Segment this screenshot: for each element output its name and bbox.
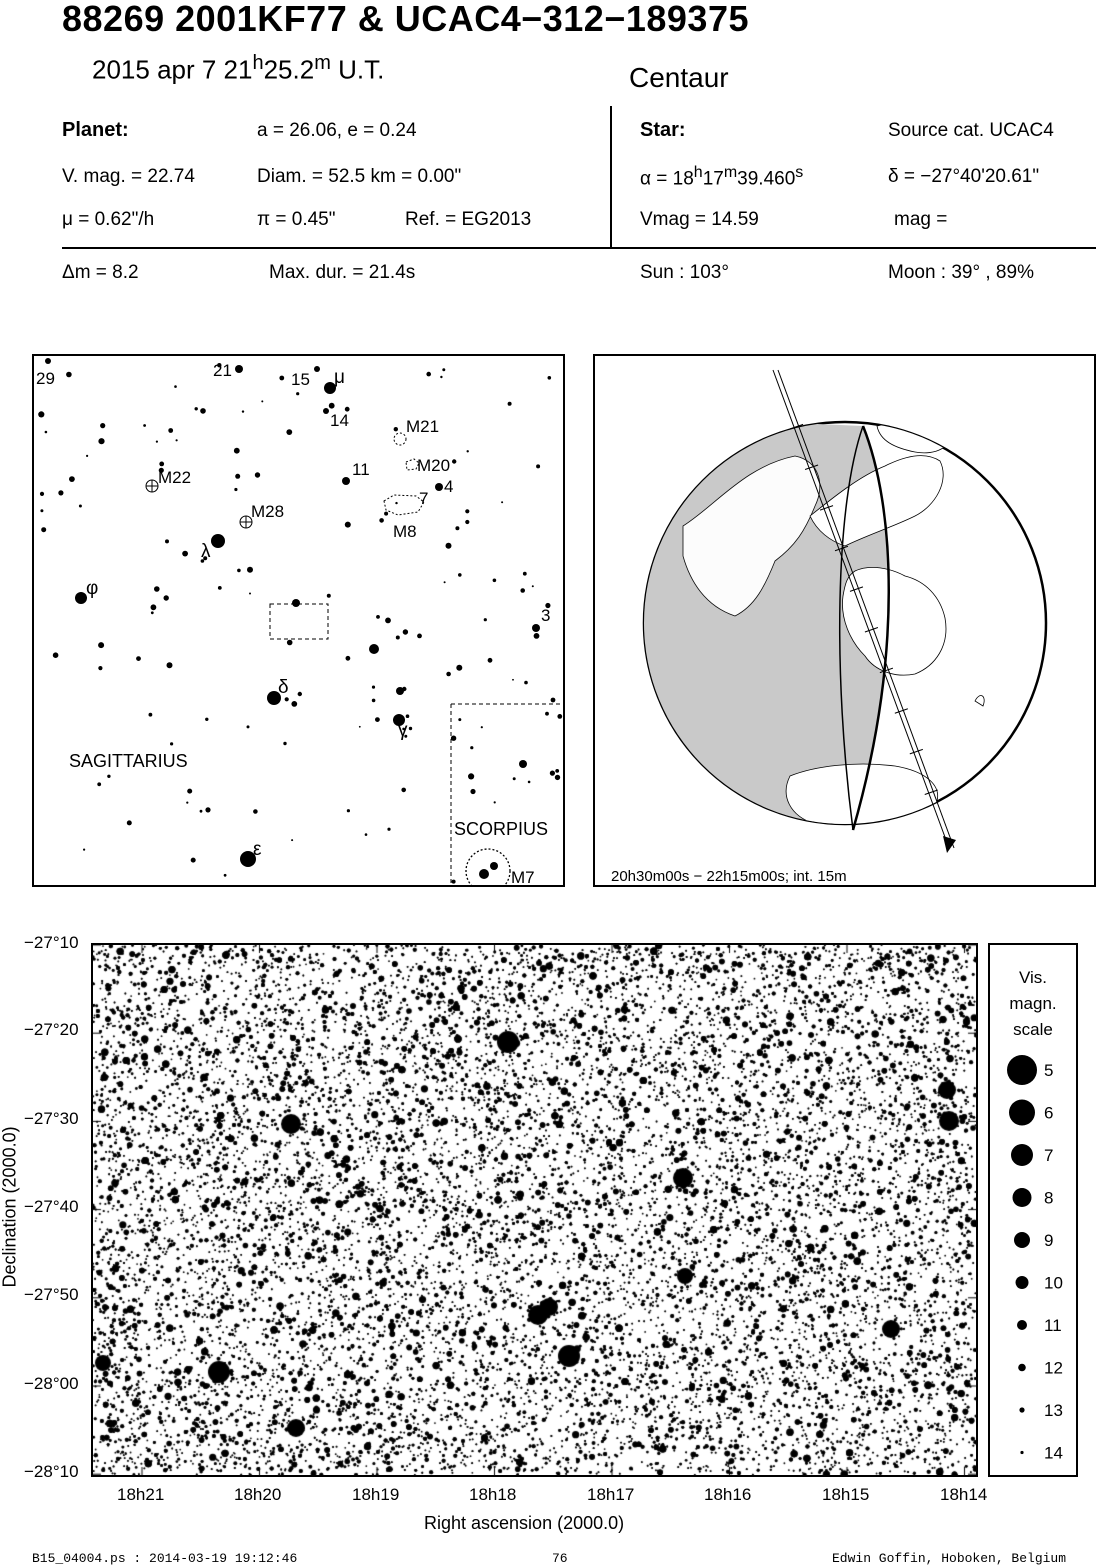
footer-file: B15_04004.ps : 2014-03-19 19:12:46 xyxy=(32,1551,298,1566)
finder-star xyxy=(470,789,475,794)
finder-star xyxy=(298,692,302,696)
mag-title-3: scale xyxy=(1013,1020,1053,1039)
mag-scale-dot xyxy=(1009,1100,1035,1126)
label-gamma: γ xyxy=(398,720,408,741)
event-time xyxy=(92,52,384,86)
finder-star xyxy=(446,672,451,677)
finder-star xyxy=(536,464,540,468)
finder-star xyxy=(555,769,559,773)
finder-star xyxy=(551,698,556,703)
finder-star xyxy=(40,509,43,512)
finder-star xyxy=(249,593,251,595)
finder-star xyxy=(375,717,380,722)
label-m7: M7 xyxy=(511,868,535,887)
finder-star xyxy=(136,656,141,661)
finder-star xyxy=(493,579,497,583)
finder-star xyxy=(40,492,44,496)
finder-star xyxy=(345,522,351,528)
finder-star xyxy=(440,376,442,378)
earth-globe-svg xyxy=(595,356,1096,887)
ra-tick-2: 18h20 xyxy=(234,1485,282,1504)
finder-star xyxy=(151,611,154,614)
finder-star xyxy=(235,474,240,479)
planet-orbit: a = 26.06, e = 0.24 xyxy=(257,120,417,141)
finder-star xyxy=(513,777,516,780)
xlabel: Right ascension (2000.0) xyxy=(424,1513,625,1533)
finder-star xyxy=(200,810,203,813)
label-7: 7 xyxy=(419,489,429,508)
finder-star xyxy=(329,403,335,409)
finder-star xyxy=(58,490,63,495)
finder-star xyxy=(446,543,452,549)
ut-label: U.T. xyxy=(338,54,385,85)
ra-tick-4: 18h18 xyxy=(469,1485,517,1504)
finder-star xyxy=(98,666,102,670)
finder-star xyxy=(186,802,188,804)
mag-scale-dot xyxy=(1013,1188,1032,1207)
finder-star xyxy=(41,527,46,532)
ra-tick-8: 18h14 xyxy=(940,1485,988,1504)
mag-scale-dot xyxy=(1019,1407,1024,1412)
label-m28: M28 xyxy=(251,502,285,521)
magnitude-scale xyxy=(988,943,1078,1477)
finder-star xyxy=(287,640,293,646)
label-scorpius: SCORPIUS xyxy=(454,819,549,839)
ra-tick-1: 18h21 xyxy=(117,1485,165,1504)
finder-star xyxy=(532,585,534,587)
path-arrowhead xyxy=(943,836,956,853)
mag-scale-value: 11 xyxy=(1044,1316,1062,1335)
mag-scale-svg xyxy=(990,945,1076,1475)
finder-star xyxy=(156,441,158,443)
finder-star xyxy=(470,746,473,749)
ra-s: s xyxy=(795,164,804,181)
finder-star xyxy=(168,428,173,433)
dec-tick-4: −27°40 xyxy=(24,1197,79,1216)
observing-region: Centaur xyxy=(629,62,729,93)
finder-star xyxy=(191,858,196,863)
finder-star xyxy=(384,512,388,516)
finder-bright-star xyxy=(519,760,527,768)
finder-bright-star xyxy=(532,624,540,632)
ra-tick-3: 18h19 xyxy=(352,1485,400,1504)
footer-page: 76 xyxy=(552,1551,568,1566)
finder-star xyxy=(545,712,549,716)
mag-scale-value: 9 xyxy=(1044,1231,1054,1250)
date-prefix: 2015 apr 7 21 xyxy=(92,54,253,85)
mag-scale-dot xyxy=(1007,1055,1037,1085)
finder-star xyxy=(557,714,562,719)
star-mag: mag = xyxy=(894,209,948,230)
finder-star xyxy=(442,368,445,371)
finder-star xyxy=(224,874,227,877)
finder-star xyxy=(458,573,462,577)
label-mu: μ xyxy=(334,367,345,388)
mag-scale-dot xyxy=(1020,1451,1023,1454)
header-divider-vertical xyxy=(610,106,612,248)
finder-star xyxy=(524,681,528,685)
finder-star xyxy=(53,652,59,658)
finder-star xyxy=(97,782,101,786)
finder-bright-star xyxy=(342,477,350,485)
finder-star xyxy=(291,839,293,841)
finder-star xyxy=(523,572,527,576)
finder-star xyxy=(176,439,178,441)
finder-star xyxy=(365,833,368,836)
header-rule xyxy=(62,247,1096,249)
finder-bright-star xyxy=(235,365,243,373)
finder-star xyxy=(468,773,474,779)
finder-star xyxy=(100,423,105,428)
finder-star xyxy=(456,665,462,671)
finder-bright-star xyxy=(435,483,443,491)
finder-star xyxy=(406,714,410,718)
mag-scale-dot xyxy=(1011,1144,1033,1166)
finder-star xyxy=(83,849,85,851)
finder-star xyxy=(401,788,406,793)
finder-star xyxy=(45,431,48,434)
finder-star xyxy=(387,828,390,831)
finder-star xyxy=(451,736,456,741)
mag-scale-dot xyxy=(1014,1232,1030,1248)
finder-star xyxy=(98,438,104,444)
ra-tick-6: 18h16 xyxy=(704,1485,752,1504)
finder-star xyxy=(283,742,286,745)
label-delta: δ xyxy=(278,677,289,698)
mag-scale-dot xyxy=(1016,1276,1029,1289)
finder-bright-star xyxy=(479,869,489,879)
label-3: 3 xyxy=(541,606,551,625)
finder-star xyxy=(291,701,297,707)
globe-caption: 20h30m00s − 22h15m00s; int. 15m xyxy=(611,868,847,885)
planet-heading: Planet: xyxy=(62,119,129,141)
star-ra xyxy=(640,164,803,190)
label-m22: M22 xyxy=(158,468,192,487)
finder-star xyxy=(151,604,157,610)
finder-star xyxy=(444,581,446,583)
finder-star xyxy=(174,385,177,388)
finder-star xyxy=(167,662,173,668)
m8-marker xyxy=(384,495,424,515)
finder-star xyxy=(69,476,75,482)
label-sagittarius: SAGITTARIUS xyxy=(69,751,188,771)
mag-title-1: Vis. xyxy=(1018,968,1048,987)
finder-star xyxy=(253,809,258,814)
dec-tick-7: −28°10 xyxy=(24,1462,79,1481)
label-15: 15 xyxy=(291,370,310,389)
finder-star xyxy=(127,820,132,825)
finder-star xyxy=(98,642,104,648)
finder-star xyxy=(261,400,263,402)
label-epsilon: ε xyxy=(253,839,262,860)
finder-star xyxy=(159,462,164,467)
planet-diameter: Diam. = 52.5 km = 0.00" xyxy=(257,166,462,187)
dec-tick-2: −27°20 xyxy=(24,1020,79,1039)
finder-star xyxy=(548,376,552,380)
ra-tick-5: 18h17 xyxy=(587,1485,635,1504)
finder-star xyxy=(528,781,531,784)
label-m8: M8 xyxy=(393,522,417,541)
star-heading: Star: xyxy=(640,119,686,141)
mag-scale-value: 12 xyxy=(1044,1358,1063,1378)
finder-star xyxy=(402,687,406,691)
finder-star xyxy=(86,455,88,457)
finder-star xyxy=(205,807,210,812)
finder-star xyxy=(66,372,72,378)
finder-star xyxy=(385,618,391,624)
finder-star xyxy=(379,518,384,523)
finder-star xyxy=(396,636,400,640)
finder-star xyxy=(195,407,198,410)
finder-star xyxy=(484,618,487,621)
finder-star xyxy=(182,551,188,557)
finder-star xyxy=(417,634,422,639)
dec-tick-3: −27°30 xyxy=(24,1109,79,1128)
finder-star xyxy=(372,699,376,703)
finder-star xyxy=(347,809,350,812)
finder-star xyxy=(107,775,110,778)
finder-star xyxy=(200,408,206,414)
finder-star xyxy=(512,679,514,681)
finder-star xyxy=(501,501,503,503)
finder-star xyxy=(494,801,496,803)
planet-motion: μ = 0.62"/h xyxy=(62,209,155,230)
label-11: 11 xyxy=(352,460,370,479)
finder-bright-star xyxy=(323,408,329,414)
label-m21: M21 xyxy=(406,417,440,436)
ra-m: m xyxy=(723,164,738,181)
finder-bright-star xyxy=(45,358,51,364)
minutes: 25.2 xyxy=(263,54,315,85)
label-4: 4 xyxy=(444,477,454,496)
mag-scale-value: 10 xyxy=(1044,1273,1063,1293)
mag-scale-value: 8 xyxy=(1044,1188,1054,1208)
finder-star xyxy=(218,586,222,590)
finder-star xyxy=(205,718,208,721)
mag-scale-dot xyxy=(1017,1320,1027,1330)
star-vmag: Vmag = 14.59 xyxy=(640,209,759,230)
finder-bright-star xyxy=(369,644,379,654)
sun-elongation: Sun : 103° xyxy=(640,262,729,283)
finder-bright-star xyxy=(490,862,498,870)
earth-globe-panel xyxy=(593,354,1096,887)
finder-star xyxy=(376,615,380,619)
finder-bright-star xyxy=(211,534,225,548)
label-14: 14 xyxy=(330,411,349,430)
mag-scale-value: 14 xyxy=(1044,1443,1063,1463)
finder-star xyxy=(359,726,361,728)
dec-tick-6: −28°00 xyxy=(24,1374,79,1393)
dec-tick-1: −27°10 xyxy=(24,933,79,952)
dec-tick-5: −27°50 xyxy=(24,1285,79,1304)
finder-star xyxy=(403,629,408,634)
mag-scale-value: 6 xyxy=(1044,1103,1054,1123)
finder-star xyxy=(346,656,351,661)
finder-star xyxy=(286,429,292,435)
label-phi: φ xyxy=(86,578,99,599)
moon-info: Moon : 39° , 89% xyxy=(888,262,1034,283)
finder-star xyxy=(234,488,237,491)
finder-star xyxy=(165,539,169,543)
target-field-box xyxy=(270,604,328,639)
finder-star xyxy=(395,502,397,504)
finder-star xyxy=(187,789,192,794)
ra-sec: 39.460 xyxy=(737,168,796,190)
finder-star xyxy=(550,771,555,776)
finder-bright-star xyxy=(314,366,320,372)
finder-star xyxy=(149,713,153,717)
star-dec: δ = −27°40'20.61" xyxy=(888,166,1040,187)
finder-star xyxy=(409,727,412,730)
ra-h: h xyxy=(693,164,703,181)
minutes-unit: m xyxy=(314,52,331,74)
finder-star xyxy=(481,726,483,728)
finder-star xyxy=(452,459,456,463)
finder-star xyxy=(555,775,560,780)
finder-chart-svg xyxy=(34,356,565,887)
finder-star xyxy=(237,569,241,573)
finder-star xyxy=(372,686,375,689)
finder-star xyxy=(143,424,146,427)
max-duration: Max. dur. = 21.4s xyxy=(269,262,416,283)
label-m20: M20 xyxy=(417,456,451,475)
finder-star xyxy=(247,567,253,573)
hours-unit: h xyxy=(252,52,264,74)
finder-chart xyxy=(32,354,565,887)
ylabel: Declination (2000.0) xyxy=(0,1126,20,1288)
finder-star xyxy=(242,410,244,412)
finder-star xyxy=(255,472,260,477)
finder-star xyxy=(79,505,82,508)
finder-star xyxy=(38,411,44,417)
mag-scale-dot xyxy=(1018,1364,1026,1372)
finder-star xyxy=(465,509,469,513)
ra-tick-7: 18h15 xyxy=(822,1485,870,1504)
finder-star xyxy=(458,718,461,721)
label-29: 29 xyxy=(36,369,55,388)
finder-star xyxy=(467,450,469,452)
planet-reference: Ref. = EG2013 xyxy=(405,209,532,230)
m21-marker xyxy=(394,433,406,445)
finder-star xyxy=(465,520,469,524)
finder-star xyxy=(296,392,299,395)
label-21: 21 xyxy=(213,361,232,380)
finder-star xyxy=(508,402,512,406)
ra-prefix: α = 18 xyxy=(640,168,694,190)
finder-star xyxy=(279,376,284,381)
delta-magnitude: Δm = 8.2 xyxy=(62,262,139,283)
finder-star xyxy=(170,742,173,745)
star-source: Source cat. UCAC4 xyxy=(888,120,1054,141)
finder-star xyxy=(534,633,540,639)
star-field xyxy=(91,943,978,1477)
finder-star xyxy=(234,448,240,454)
page-title: 88269 2001KF77 & UCAC4−312−189375 xyxy=(62,0,749,39)
planet-parallax: π = 0.45" xyxy=(257,209,336,230)
finder-star xyxy=(488,658,493,663)
footer-author: Edwin Goffin, Hoboken, Belgium xyxy=(832,1551,1067,1566)
finder-star xyxy=(154,586,160,592)
star-field-canvas xyxy=(93,945,976,1475)
mag-scale-value: 13 xyxy=(1044,1401,1063,1420)
label-lambda: λ xyxy=(201,541,211,562)
finder-star xyxy=(520,588,525,593)
mag-scale-value: 7 xyxy=(1044,1146,1054,1165)
finder-star xyxy=(455,526,459,530)
mag-title-2: magn. xyxy=(1009,994,1057,1013)
m22-marker xyxy=(146,480,158,492)
ra-min: 17 xyxy=(702,168,724,190)
planet-vmag: V. mag. = 22.74 xyxy=(62,166,195,187)
finder-star xyxy=(426,372,431,377)
mag-scale-value: 5 xyxy=(1044,1061,1054,1080)
finder-star xyxy=(164,595,169,600)
finder-star xyxy=(394,427,398,431)
finder-star xyxy=(452,880,456,884)
m7-marker xyxy=(466,849,510,887)
finder-star xyxy=(247,725,250,728)
finder-star xyxy=(327,594,331,598)
